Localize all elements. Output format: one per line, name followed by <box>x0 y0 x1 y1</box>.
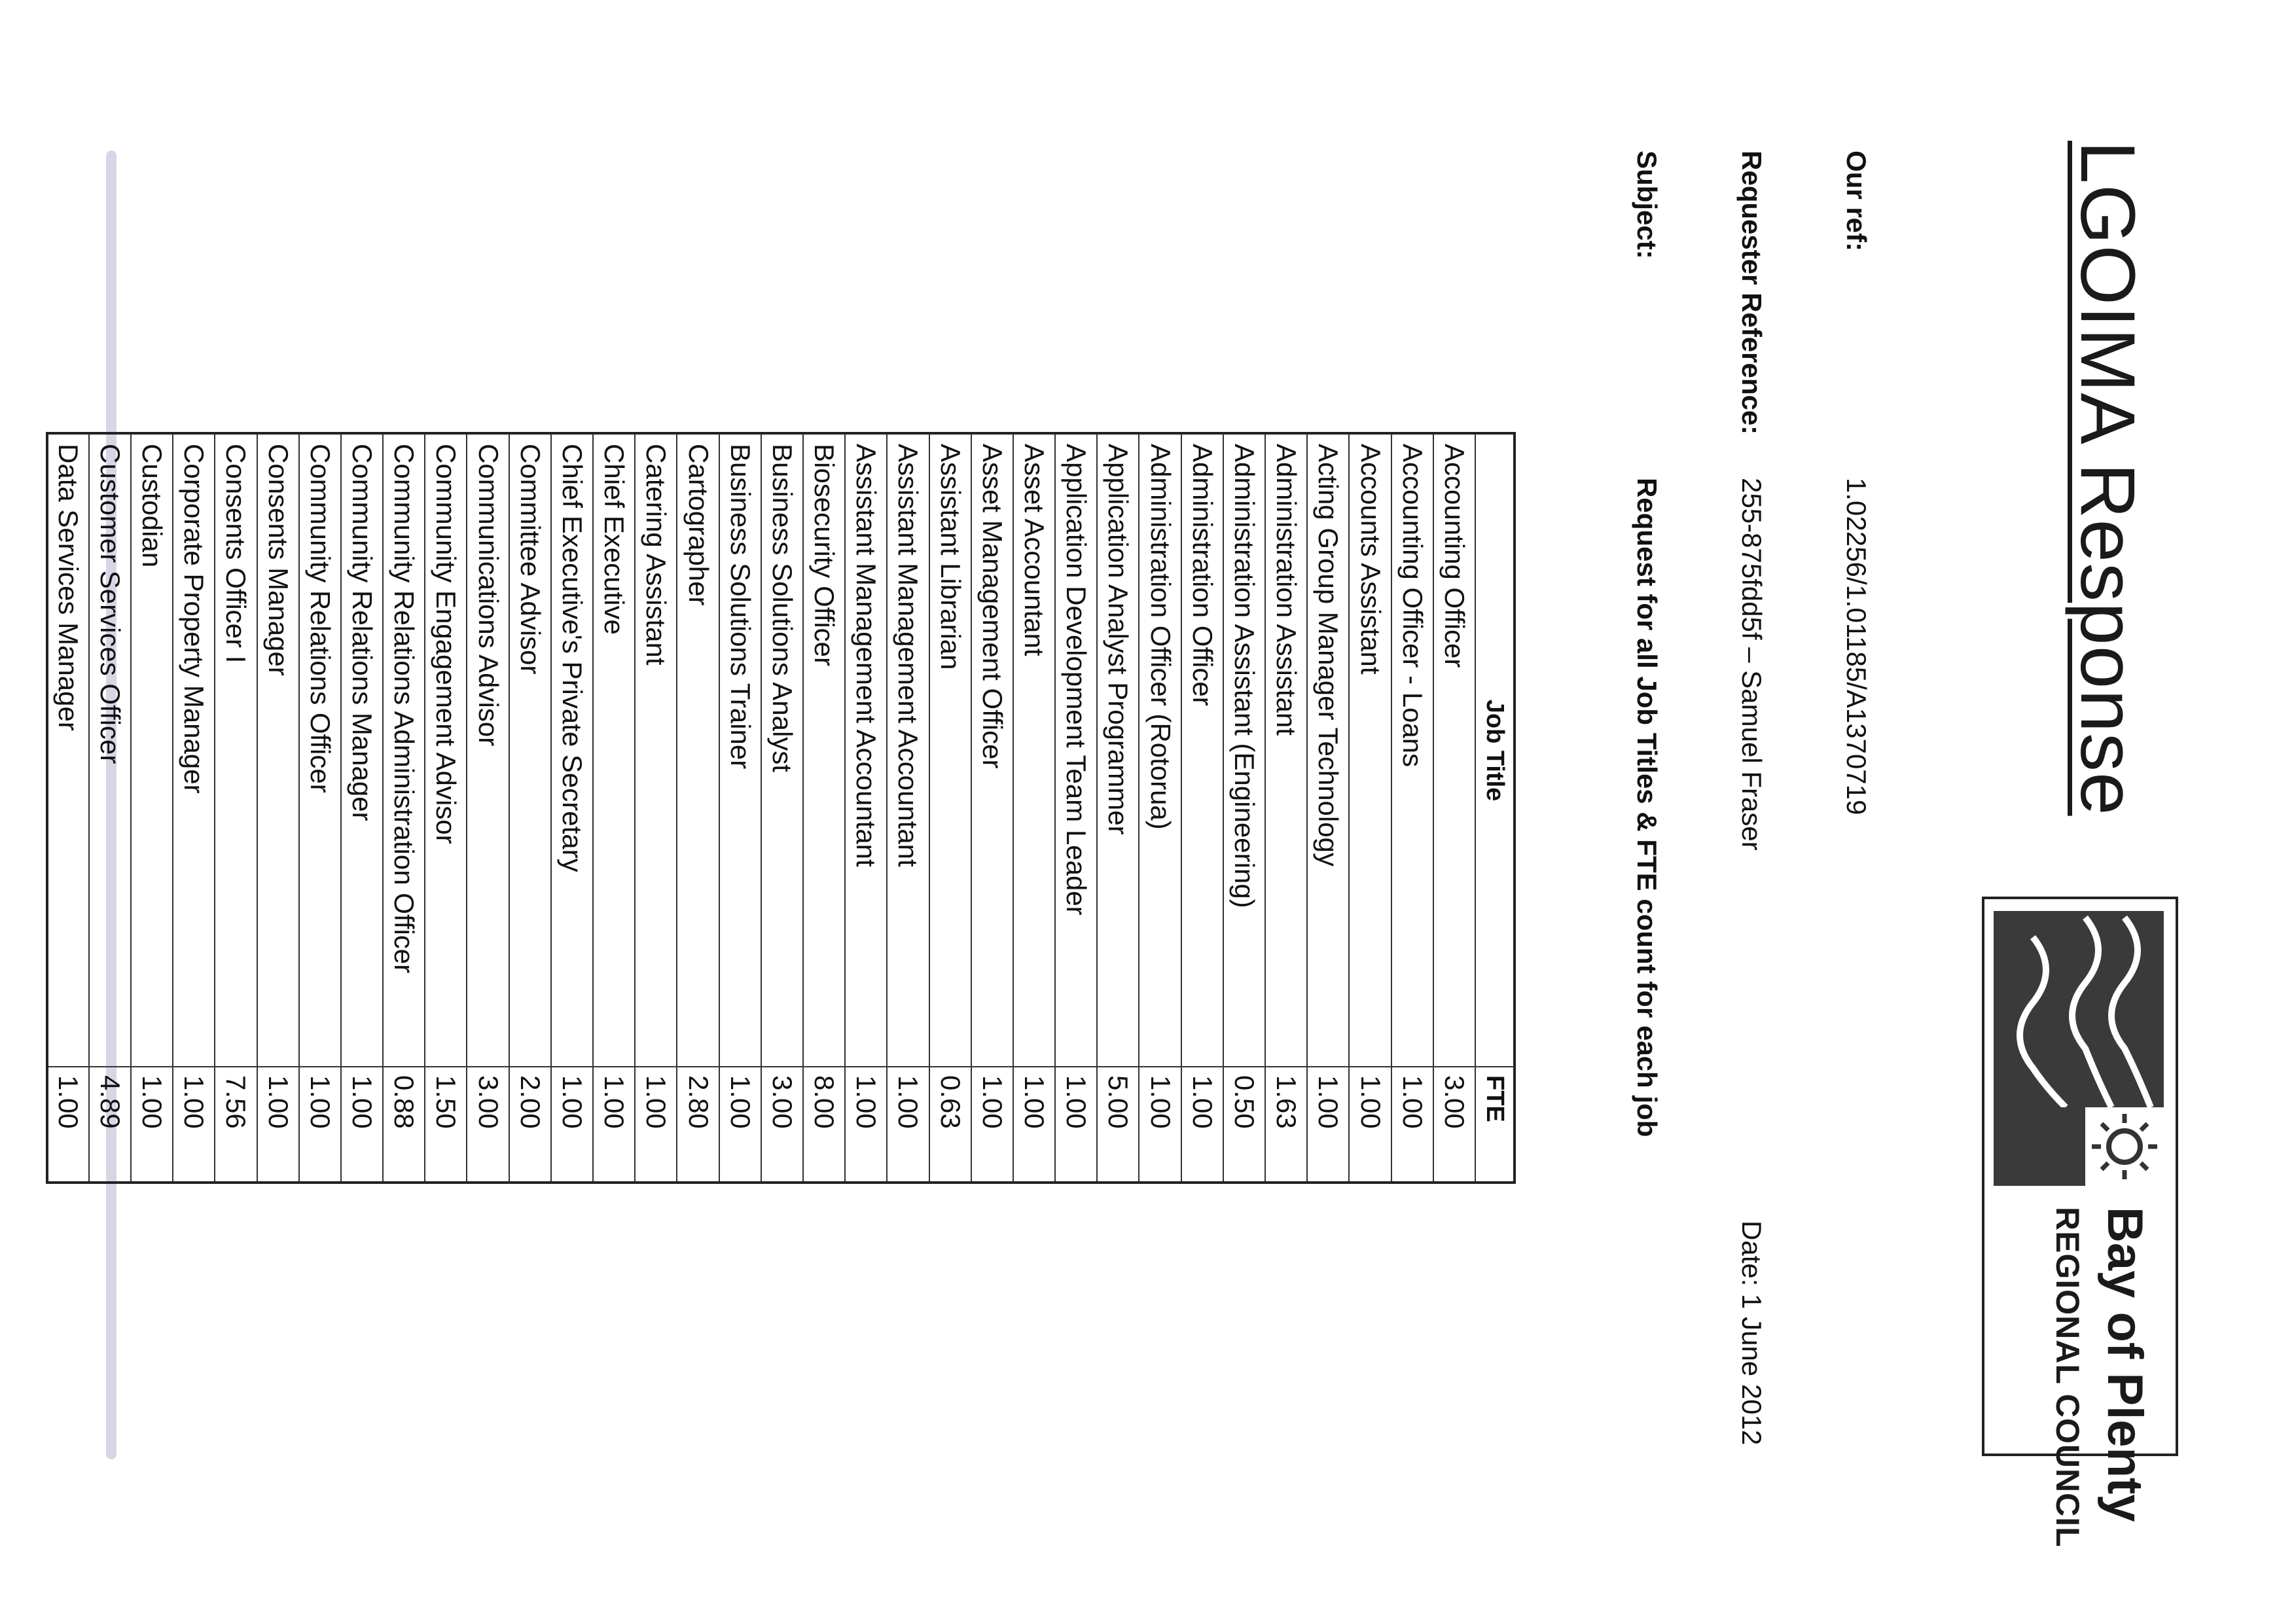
fte-cell: 1.00 <box>593 1067 635 1183</box>
table-row <box>257 433 299 1183</box>
table-row <box>971 433 1013 1183</box>
fte-cell: 1.00 <box>551 1067 593 1183</box>
table-row <box>173 433 215 1183</box>
fte-cell: 1.00 <box>887 1067 929 1183</box>
waves-sun-logo-icon <box>1994 911 2164 1186</box>
fte-cell: 1.00 <box>1139 1067 1181 1183</box>
table-row <box>1349 433 1391 1183</box>
table-row <box>635 433 677 1183</box>
job-title-cell: Communications Advisor <box>467 433 509 1067</box>
fte-cell: 1.63 <box>1265 1067 1307 1183</box>
fte-cell: 2.00 <box>509 1067 551 1183</box>
job-title-cell: Asset Management Officer <box>971 433 1013 1067</box>
fte-cell: 1.00 <box>971 1067 1013 1183</box>
job-title-cell: Assistant Librarian <box>929 433 971 1067</box>
job-title-cell: Customer Services Officer <box>89 433 131 1067</box>
table-row <box>1139 433 1181 1183</box>
table-row <box>1055 433 1097 1183</box>
table-row <box>425 433 467 1183</box>
job-title-cell: Assistant Management Accountant <box>887 433 929 1067</box>
job-title-cell: Acting Group Manager Technology <box>1307 433 1349 1067</box>
fte-cell: 1.00 <box>1013 1067 1055 1183</box>
job-title-cell: Business Solutions Analyst <box>761 433 803 1067</box>
fte-cell: 1.00 <box>257 1067 299 1183</box>
table-header-row <box>1475 433 1515 1183</box>
fte-cell: 1.00 <box>1349 1067 1391 1183</box>
fte-cell: 3.00 <box>761 1067 803 1183</box>
our-ref-label: Our ref: <box>1841 151 1872 252</box>
fte-cell: 1.00 <box>173 1067 215 1183</box>
table-row <box>551 433 593 1183</box>
table-row <box>467 433 509 1183</box>
job-title-header: Job Title <box>1475 433 1515 1067</box>
subject-label: Subject: <box>1632 151 1662 259</box>
logo-subtitle: REGIONAL COUNCIL <box>2049 1207 2086 1548</box>
fte-cell: 1.00 <box>131 1067 173 1183</box>
fte-cell: 1.00 <box>341 1067 383 1183</box>
job-title-cell: Accounting Officer <box>1433 433 1475 1067</box>
fte-cell: 1.00 <box>1391 1067 1433 1183</box>
job-title-cell: Community Engagement Advisor <box>425 433 467 1067</box>
fte-cell: 7.56 <box>215 1067 257 1183</box>
table-row <box>131 433 173 1183</box>
table-row <box>383 433 425 1183</box>
job-title-cell: Community Relations Manager <box>341 433 383 1067</box>
table-row <box>761 433 803 1183</box>
table-body <box>47 433 1475 1183</box>
table-row <box>845 433 887 1183</box>
job-title-cell: Accounting Officer - Loans <box>1391 433 1433 1067</box>
table-row <box>299 433 341 1183</box>
job-title-cell: Asset Accountant <box>1013 433 1055 1067</box>
fte-cell: 8.00 <box>803 1067 845 1183</box>
council-logo <box>1982 897 2178 1548</box>
table-row <box>89 433 131 1183</box>
table-row <box>803 433 845 1183</box>
job-title-cell: Chief Executive <box>593 433 635 1067</box>
job-title-cell: Administration Assistant <box>1265 433 1307 1067</box>
fte-cell: 4.89 <box>89 1067 131 1183</box>
job-title-cell: Custodian <box>131 433 173 1067</box>
job-title-cell: Corporate Property Manager <box>173 433 215 1067</box>
job-title-cell: Assistant Management Accountant <box>845 433 887 1067</box>
table-row <box>1181 433 1223 1183</box>
requester-reference-value: 255-875fdd5f – Samuel Fraser <box>1736 478 1767 851</box>
job-title-cell: Consents Officer I <box>215 433 257 1067</box>
our-ref-value: 1.02256/1.01185/A1370719 <box>1841 478 1872 815</box>
job-title-cell: Accounts Assistant <box>1349 433 1391 1067</box>
fte-cell: 1.00 <box>1055 1067 1097 1183</box>
fte-cell: 1.00 <box>1307 1067 1349 1183</box>
subject-value: Request for all Job Titles & FTE count for each job <box>1632 478 1662 1137</box>
fte-cell: 1.00 <box>1181 1067 1223 1183</box>
job-title-cell: Community Relations Officer <box>299 433 341 1067</box>
fte-cell: 1.00 <box>47 1067 89 1183</box>
table-row <box>1433 433 1475 1183</box>
job-title-cell: Application Development Team Leader <box>1055 433 1097 1067</box>
table-row <box>929 433 971 1183</box>
table-row <box>1097 433 1139 1183</box>
table-row <box>215 433 257 1183</box>
table-row <box>593 433 635 1183</box>
table-row <box>509 433 551 1183</box>
page-title: LGOIMA Response <box>2064 141 2151 816</box>
job-title-cell: Cartographer <box>677 433 719 1067</box>
fte-cell: 3.00 <box>467 1067 509 1183</box>
table-row <box>1013 433 1055 1183</box>
fte-cell: 2.80 <box>677 1067 719 1183</box>
requester-reference-label: Requester Reference: <box>1736 151 1767 435</box>
job-title-cell: Administration Officer <box>1181 433 1223 1067</box>
fte-header: FTE <box>1475 1067 1515 1183</box>
fte-cell: 0.88 <box>383 1067 425 1183</box>
fte-cell: 0.50 <box>1223 1067 1265 1183</box>
fte-cell: 1.00 <box>845 1067 887 1183</box>
job-title-cell: Application Analyst Programmer <box>1097 433 1139 1067</box>
job-title-cell: Catering Assistant <box>635 433 677 1067</box>
fte-cell: 0.63 <box>929 1067 971 1183</box>
document-date: Date: 1 June 2012 <box>1736 1221 1767 1446</box>
table-row <box>677 433 719 1183</box>
table-row <box>1307 433 1349 1183</box>
table-row <box>47 433 89 1183</box>
job-title-cell: Biosecurity Officer <box>803 433 845 1067</box>
job-fte-table <box>46 432 1516 1184</box>
job-title-cell: Data Services Manager <box>47 433 89 1067</box>
fte-cell: 5.00 <box>1097 1067 1139 1183</box>
job-title-cell: Chief Executive's Private Secretary <box>551 433 593 1067</box>
table-row <box>341 433 383 1183</box>
job-title-cell: Consents Manager <box>257 433 299 1067</box>
job-title-cell: Administration Officer (Rotorua) <box>1139 433 1181 1067</box>
fte-cell: 1.00 <box>719 1067 761 1183</box>
table-row <box>887 433 929 1183</box>
table-row <box>719 433 761 1183</box>
fte-cell: 1.00 <box>299 1067 341 1183</box>
job-title-cell: Business Solutions Trainer <box>719 433 761 1067</box>
table-row <box>1391 433 1433 1183</box>
table-row <box>1265 433 1307 1183</box>
logo-name: Bay of Plenty <box>2097 1207 2153 1522</box>
fte-cell: 1.00 <box>635 1067 677 1183</box>
fte-cell: 3.00 <box>1433 1067 1475 1183</box>
table-row <box>1223 433 1265 1183</box>
job-title-cell: Community Relations Administration Officer <box>383 433 425 1067</box>
job-title-cell: Administration Assistant (Engineering) <box>1223 433 1265 1067</box>
job-title-cell: Committee Advisor <box>509 433 551 1067</box>
fte-cell: 1.50 <box>425 1067 467 1183</box>
